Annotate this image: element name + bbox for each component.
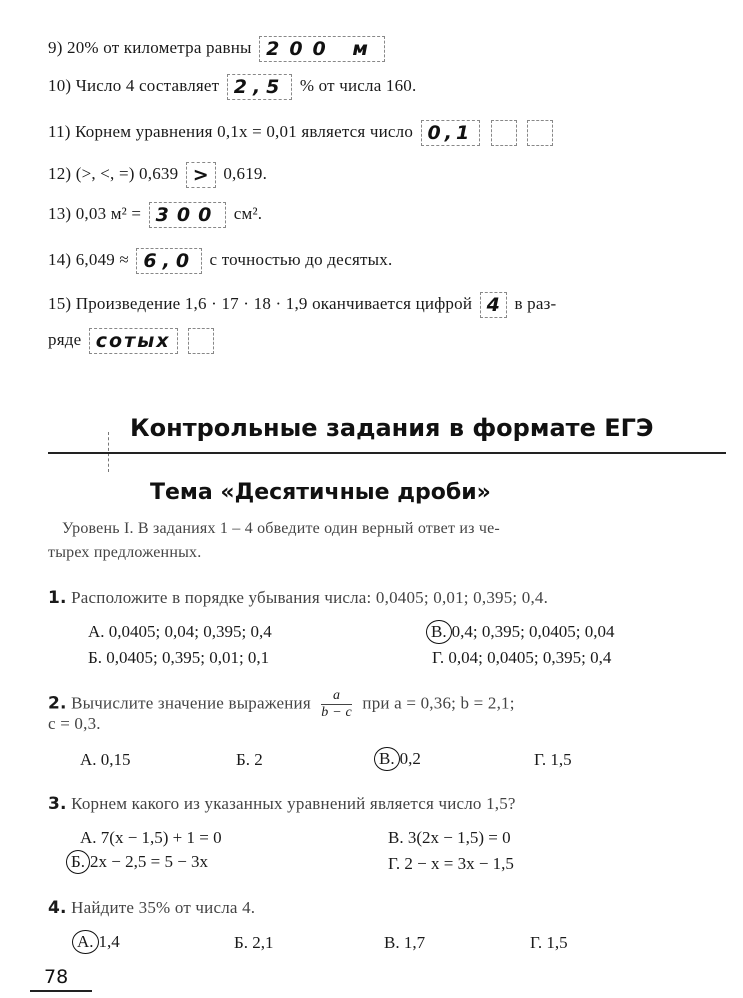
selected-circle: А. xyxy=(72,930,99,954)
exercise-text: Число 4 составляет xyxy=(75,75,220,95)
exercise-text-after: % от числа 160. xyxy=(299,75,417,95)
task-number: 3. xyxy=(48,794,67,814)
fraction-denominator: b − c xyxy=(321,705,352,720)
task-text: Найдите 35% от числа 4. xyxy=(71,898,256,917)
task-1-option-b[interactable]: Б. 0,0405; 0,395; 0,01; 0,1 xyxy=(88,648,270,667)
exercise-text-after: с точностью до десятых. xyxy=(209,249,393,269)
answer-box: 4 xyxy=(480,292,507,318)
task-text: Расположите в порядке убывания числа: 0,0405; 0,01; 0,395; 0,4. xyxy=(71,588,549,607)
exercise-number: 15) xyxy=(48,293,72,313)
answer-box: > xyxy=(186,162,216,188)
exercise-10 xyxy=(48,74,416,100)
exercise-text-after: 0,619. xyxy=(223,163,268,183)
task-2 xyxy=(48,688,515,721)
task-4-option-a[interactable] xyxy=(72,930,120,954)
task-2-option-b[interactable]: Б. 2 xyxy=(236,750,263,769)
task-number: 2. xyxy=(48,693,67,714)
exercise-text: Произведение 1,6 · 17 · 18 · 1,9 оканчивается цифрой xyxy=(75,293,473,313)
task-text-after: при a = 0,36; b = 2,1; xyxy=(362,693,515,713)
intro-line-1: Уровень I. В заданиях 1 – 4 обведите один верный ответ из че- xyxy=(62,520,500,537)
task-1-option-v[interactable] xyxy=(426,620,615,644)
task-4-option-v[interactable]: В. 1,7 xyxy=(384,933,426,952)
answer-box: 6,0 xyxy=(136,248,202,274)
task-text: Вычислите значение выражения xyxy=(71,693,311,713)
task-4-option-g[interactable]: Г. 1,5 xyxy=(530,933,568,952)
section-title: Контрольные задания в формате ЕГЭ xyxy=(130,414,654,442)
task-number: 4. xyxy=(48,898,67,918)
selected-circle: В. xyxy=(374,747,400,771)
option-text: 0,2 xyxy=(399,749,421,768)
task-3-option-a[interactable]: А. 7(x − 1,5) + 1 = 0 xyxy=(80,828,222,847)
exercise-number: 10) xyxy=(48,75,72,95)
exercise-13 xyxy=(48,202,262,228)
exercise-text: 0,03 м² = xyxy=(75,203,142,223)
exercise-number: 13) xyxy=(48,203,72,223)
option-text: 0,4; 0,395; 0,0405; 0,04 xyxy=(451,622,615,641)
exercise-text-after: см². xyxy=(233,203,263,223)
task-4-option-b[interactable]: Б. 2,1 xyxy=(234,933,274,952)
page-number-underline xyxy=(30,990,92,992)
answer-box: 2,5 xyxy=(227,74,293,100)
exercise-11 xyxy=(48,120,556,146)
task-2-cont: c = 0,3. xyxy=(48,714,101,733)
task-1 xyxy=(48,588,548,608)
selected-circle: Б. xyxy=(66,850,90,874)
empty-box xyxy=(188,328,214,354)
fraction xyxy=(321,688,352,721)
answer-box: 0,1 xyxy=(421,120,481,146)
exercise-number: 11) xyxy=(48,121,71,141)
empty-box xyxy=(491,120,517,146)
exercise-text: (>, <, =) 0,639 xyxy=(75,163,179,183)
task-1-option-g[interactable]: Г. 0,04; 0,0405; 0,395; 0,4 xyxy=(432,648,612,667)
task-2-option-a[interactable]: А. 0,15 xyxy=(80,750,131,769)
empty-box xyxy=(527,120,553,146)
answer-box: 200 м xyxy=(259,36,385,62)
selected-circle: В. xyxy=(426,620,452,644)
exercise-text: 6,049 ≈ xyxy=(75,249,129,269)
task-3 xyxy=(48,794,516,814)
exercise-number: 14) xyxy=(48,249,72,269)
topic-title: Тема «Десятичные дроби» xyxy=(150,480,491,505)
task-4 xyxy=(48,898,255,918)
task-2-option-g[interactable]: Г. 1,5 xyxy=(534,750,572,769)
intro-line-2: тырех предложенных. xyxy=(48,544,202,561)
exercise-text: 20% от километра равны xyxy=(67,37,252,57)
task-number: 1. xyxy=(48,588,67,608)
exercise-9 xyxy=(48,36,388,62)
exercise-12 xyxy=(48,162,267,188)
exercise-text: ряде xyxy=(48,329,82,349)
page-number: 78 xyxy=(44,966,69,988)
exercise-number: 12) xyxy=(48,163,72,183)
exercise-text: Корнем уравнения 0,1x = 0,01 является число xyxy=(75,121,414,141)
exercise-15-cont xyxy=(48,328,217,354)
task-1-option-a[interactable]: А. 0,0405; 0,04; 0,395; 0,4 xyxy=(88,622,272,641)
section-rule xyxy=(48,452,726,454)
option-text: 2x − 2,5 = 5 − 3x xyxy=(90,852,209,871)
option-text: 1,4 xyxy=(98,932,120,951)
task-3-option-g[interactable]: Г. 2 − x = 3x − 1,5 xyxy=(388,854,514,873)
task-3-option-b[interactable] xyxy=(66,850,208,874)
task-text: Корнем какого из указанных уравнений является число 1,5? xyxy=(71,794,516,813)
answer-box: 300 xyxy=(149,202,227,228)
exercise-text-after: в раз- xyxy=(514,293,557,313)
exercise-15 xyxy=(48,292,556,318)
fraction-numerator: a xyxy=(333,688,341,703)
exercise-number: 9) xyxy=(48,37,63,57)
exercise-14 xyxy=(48,248,392,274)
task-3-option-v[interactable]: В. 3(2x − 1,5) = 0 xyxy=(388,828,511,847)
answer-box: сотых xyxy=(89,328,178,354)
task-2-option-v[interactable] xyxy=(374,747,421,771)
